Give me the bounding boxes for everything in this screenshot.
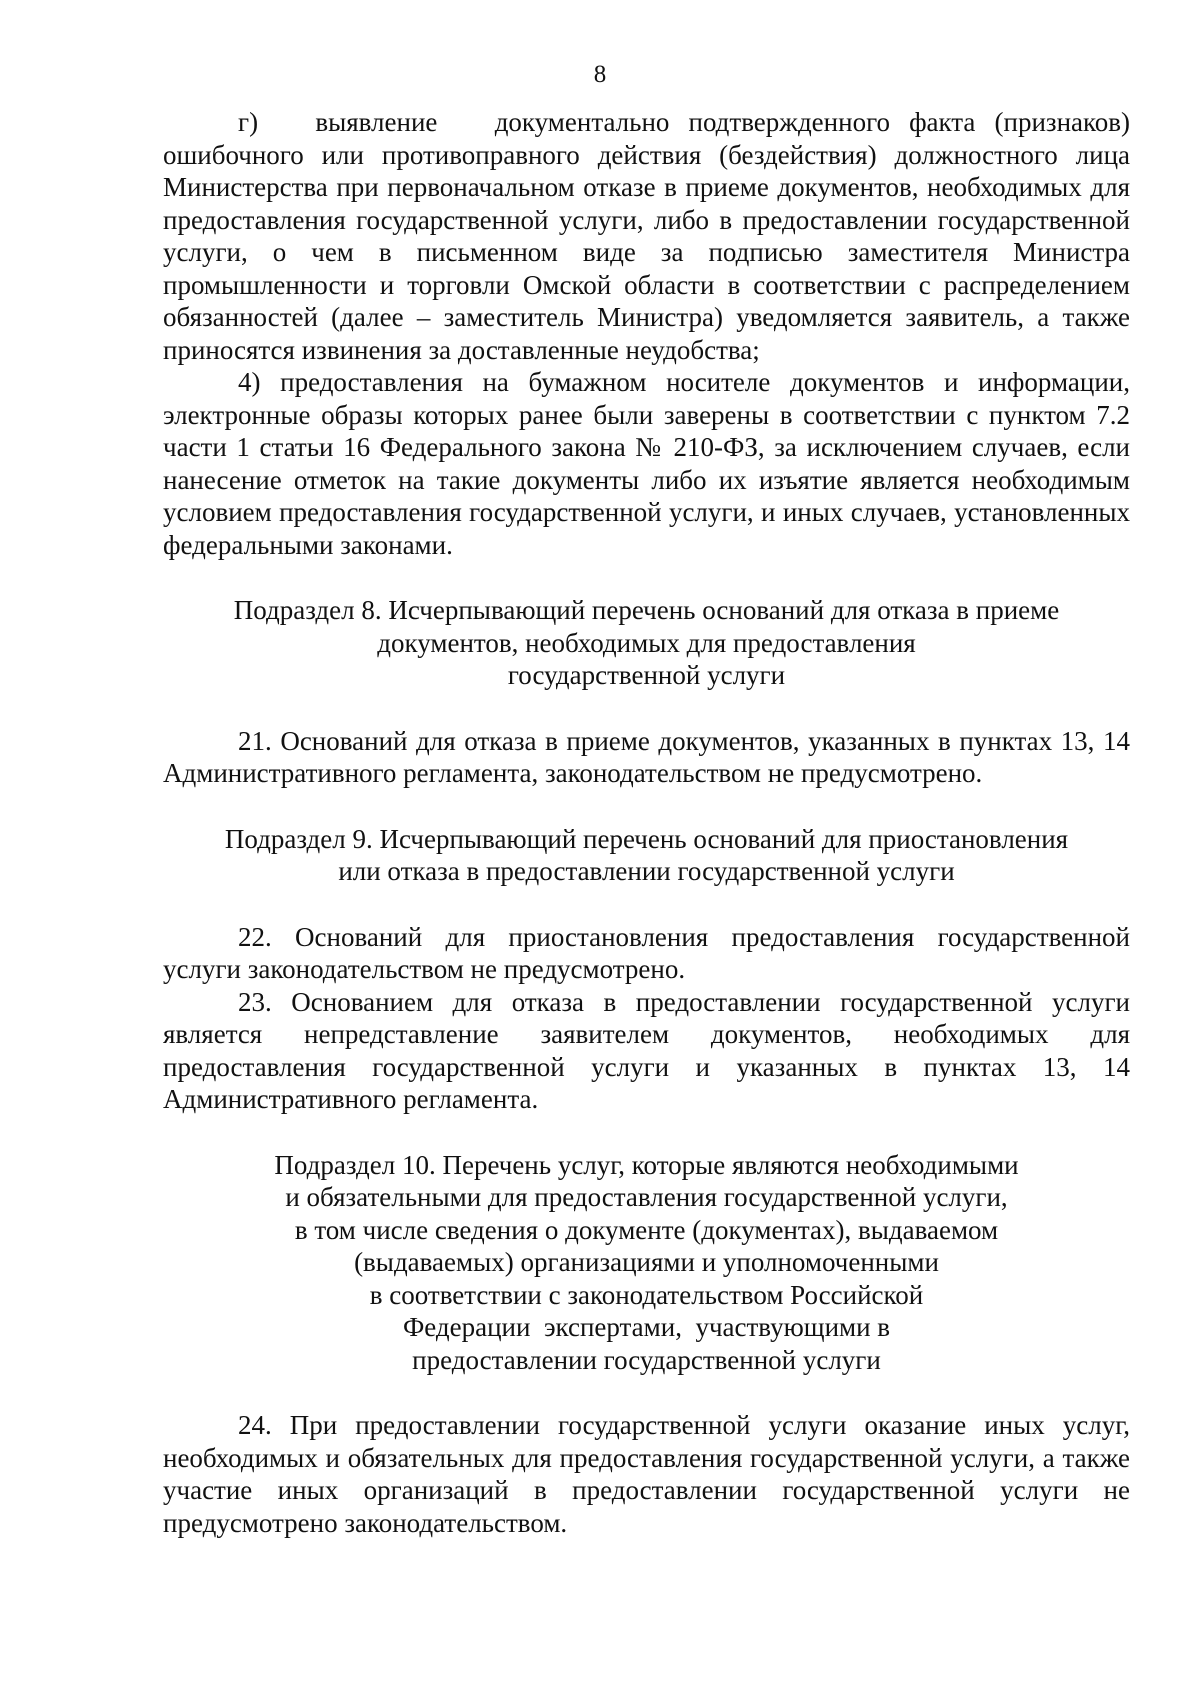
heading-line: в соответствии с законодательством Российской [369,1279,924,1310]
document-body [163,106,1137,1539]
heading-line: и обязательными для предоставления государственной услуги, [285,1182,1008,1212]
heading-line: или отказа в предоставлении государственной услуги [338,856,955,886]
heading-line: предоставлении государственной услуги [412,1344,881,1375]
subsection-9-heading [163,823,1130,888]
heading-line: в том числе сведения о документе (документах), выдаваемом [294,1214,999,1245]
subsection-8-heading [163,594,1130,692]
heading-line: государственной услуги [507,660,786,690]
subsection-10-heading [163,1149,1130,1377]
heading-line: Подраздел 9. Исчерпывающий перечень оснований для приостановления [224,823,1069,854]
paragraph-23: 23. Основанием для отказа в предоставлении государственной услуги является непредставление заявителем документов, необходимых для предоставления государственной услуги и указанных в пунктах 13, 14 Административного регламента. [163,986,1130,1114]
heading-line: документов, необходимых для предоставления [377,627,916,658]
heading-line: Подраздел 8. Исчерпывающий перечень оснований для отказа в приеме [233,595,1060,625]
heading-line: (выдаваемых) организациями и уполномоченными [354,1247,939,1277]
heading-line: Подраздел 10. Перечень услуг, которые являются необходимыми [274,1149,1019,1180]
paragraph-21: 21. Оснований для отказа в приеме документов, указанных в пунктах 13, 14 Административного регламента, законодательством не предусмотрено. [163,725,1130,788]
paragraph-22: 22. Оснований для приостановления предоставления государственной услуги законодательством не предусмотрено. [163,921,1130,984]
page-number: 8 [593,61,607,88]
paragraph-24: 24. При предоставлении государственной услуги оказание иных услуг, необходимых и обязательных для предоставления государственной услуги, а также участие иных организаций в предоставлении государственной услуги не предусмотрено законодательством. [163,1410,1130,1538]
paragraph-g: г) выявление документально подтвержденного факта (признаков) ошибочного или противоправного действия (бездействия) должностного лица Министерства при первоначальном отказе в приеме документов, необходимых для предоставления государственной услуги, либо в предоставлении государственной услуги, о чем в письменном виде за подписью заместителя Министра промышленности и торговли Омской области в соответствии с распределением обязанностей (далее – заместитель Министра) уведомляется заявитель, а также приносятся извинения за доставленные неудобства; [163,107,1137,365]
heading-line: Федерации экспертами, участвующими в [402,1312,891,1342]
paragraph-4: 4) предоставления на бумажном носителе документов и информации, электронные образы которых ранее были заверены в соответствии с пунктом 7.2 части 1 статьи 16 Федерального закона № 210-ФЗ, за исключением случаев, если нанесение отметок на такие документы либо их изъятие является необходимым условием предоставления государственной услуги, и иных случаев, установленных федеральными законами. [163,367,1130,560]
